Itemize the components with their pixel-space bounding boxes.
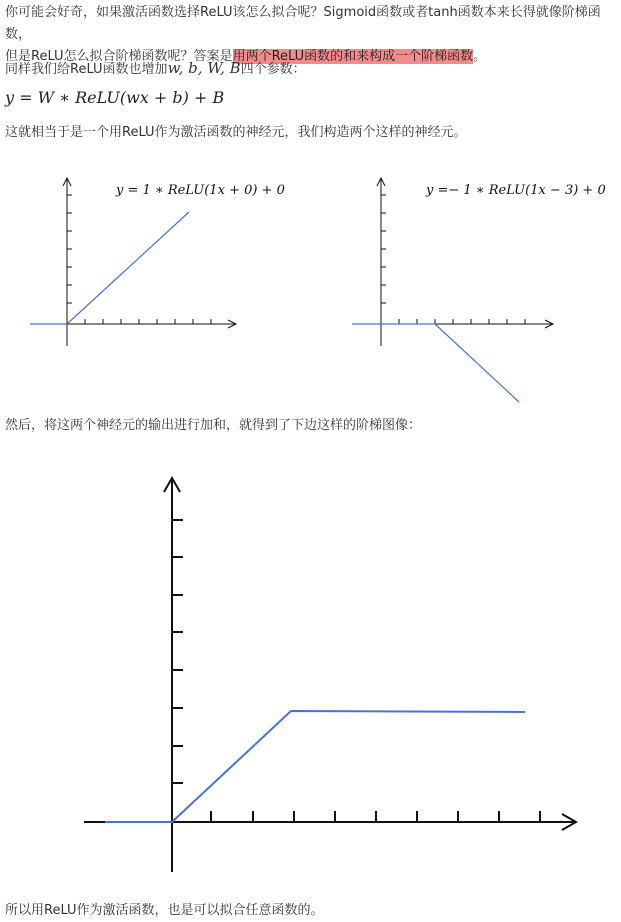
right-x-ticks (399, 319, 525, 324)
figure-left-relu (0, 170, 300, 410)
params-prefix: 同样我们给ReLU函数也增加 (5, 62, 168, 77)
neuron-note: 这就相当于是一个用ReLU作为激活函数的神经元，我们构造两个这样的神经元。 (5, 125, 467, 140)
left-y-ticks (67, 195, 72, 303)
step-curve (105, 711, 525, 822)
figure-right-relu (310, 170, 610, 410)
conclusion: 所以用ReLU作为激活函数，也是可以拟合任意函数的。 (5, 903, 324, 918)
intro-line-2-suffix: 。 (473, 49, 487, 64)
params-paragraph (5, 57, 617, 81)
intro-line-2-prefix: 但是ReLU怎么拟合阶梯函数呢？答案是 (5, 49, 233, 64)
right-y-ticks (381, 195, 386, 303)
left-x-ticks (85, 319, 211, 324)
figure-step-sum (0, 470, 621, 880)
sum-note: 然后，将这两个神经元的输出进行加和，就得到了下边这样的阶梯图像： (5, 418, 422, 433)
step-x-ticks (211, 811, 540, 822)
step-y-ticks (172, 520, 183, 783)
left-relu-curve (30, 212, 189, 324)
right-relu-curve (352, 324, 519, 402)
right-figure-label: y =− 1 ∗ ReLU(1x − 3) + 0 (426, 183, 606, 198)
relu-equation: y = W ∗ ReLU(wx + b) + B (5, 88, 225, 107)
left-figure-label: y = 1 ∗ ReLU(1x + 0) + 0 (116, 183, 285, 198)
answer-highlight: 用两个ReLU函数的和来构成一个阶梯函数 (232, 49, 474, 64)
params-vars: w, b, W, B (167, 59, 241, 77)
intro-line-1: 你可能会好奇，如果激活函数选择ReLU该怎么拟合呢？Sigmoid函数或者tanh函数本来长得就像阶梯函数， (5, 5, 601, 42)
params-suffix: 四个参数： (240, 62, 306, 77)
